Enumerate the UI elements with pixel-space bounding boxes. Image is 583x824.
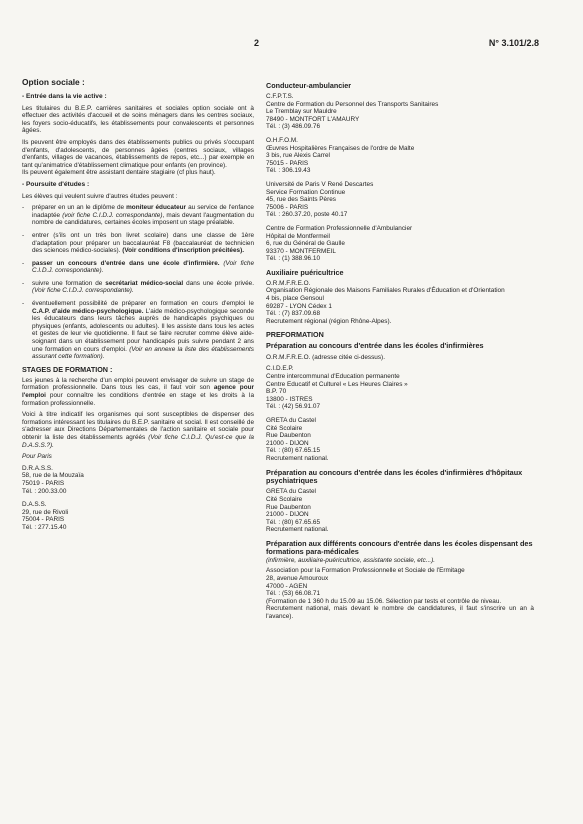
list-item: - éventuellement possibilité de préparer en formation en cours d'emploi le C.A.P. d'aide médico-psychologique. L'aide médico-psychologique seconde les éducateurs dans leurs tâches auprès de handicapés psychiques ou physiques (enfants, adolescents ou adultes). Il les assiste dans tous les actes et gestes de leur vie quotidienne. Il faut se faire recruter comme élève aide-soignant dans un établissement pour handicapés puis suivre pendant 2 ans une formation en cours d'emploi. (Voir en annexe la liste des établissements assurant cette formation). — [22, 300, 254, 361]
ormfreo-reference: O.R.M.F.R.E.O. (adresse citée ci-dessus). — [266, 353, 385, 361]
preformation-heading: PREFORMATION — [266, 330, 324, 340]
address-greta-2: GRETA du Castel Cité Scolaire Rue Daubenton 21000 - DIJON Tél. : (80) 67.65.65 Recrutement national. — [266, 488, 329, 534]
paragraph-stages: Les jeunes à la recherche d'un emploi peuvent envisager de suivre un stage de formation professionnelle. Dans tous les cas, il faut voir son agence pour l'emploi pour connaître les conditions d'entrée en stage et les droits à la formation professionnelle. — [22, 376, 254, 407]
list-item: - préparer en un an le diplôme de moniteur éducateur au service de l'enfance inadaptée (voir fiche C.I.D.J. correspondante), mais devant l'augmentation du nombre de candidatures, certaines écoles imposent un stage préalable. — [22, 204, 254, 227]
prep-psychiatrie-heading: Préparation au concours d'entrée dans les écoles d'infirmières d'hôpitaux psychiatriques — [266, 467, 523, 485]
options-list — [22, 204, 254, 361]
list-item: - passer un concours d'entrée dans une école d'infirmière. (Voir fiche C.I.D.J. correspondante). — [22, 260, 254, 275]
page-number: 2 — [254, 38, 260, 48]
address-universite: Université de Paris V René Descartes Service Formation Continue 45, rue des Saints Pères 75006 - PARIS Tél. : 260.37.20, poste 40.17 — [266, 180, 374, 219]
document-reference: N° 3.101/2.8 — [488, 38, 539, 48]
prep-infirmieres-heading: Préparation au concours d'entrée dans les écoles d'infirmières — [266, 341, 484, 351]
address-drass: D.R.A.S.S. 58, rue de la Mouzaïa 75019 - PARIS Tél. : 200.33.00 — [22, 464, 84, 495]
address-cfpa: Centre de Formation Professionnelle d'Ambulancier Hôpital de Montfermeil 6, rue du Général de Gaulle 93370 - MONTFERMEIL Tél. : (1) 388.96.10 — [266, 224, 413, 263]
conducteur-heading: Conducteur-ambulancier — [266, 81, 352, 90]
option-sociale-heading: Option sociale : — [22, 77, 85, 87]
paragraph-activites: Les titulaires du B.E.P. carrières sanitaires et sociales option sociale ont à effectuer des activités d'accueil et de soins ménagers dans les centres sociaux, les foyers socio-éducatifs, les établissements pour convalescents et personnes âgées. — [22, 104, 254, 135]
paragraph-eleves: Les élèves qui veulent suivre d'autres études peuvent : — [22, 192, 178, 200]
address-ohfom: O.H.F.O.M. Œuvres Hospitalières Françaises de l'ordre de Malte 3 bis, rue Alexis Carrel 75015 - PARIS Tél. : 306.19.43 — [266, 136, 415, 175]
right-column — [266, 78, 534, 621]
auxiliaire-heading: Auxiliaire puéricultrice — [266, 267, 344, 277]
prep-paramedical-subtitle: (infirmière, auxiliaire-puéricultrice, assistante sociale, etc...). — [266, 556, 436, 564]
afpse-note: (Formation de 1 360 h du 15.09 au 15.06. Sélection par tests et contrôle de niveau. Recrutement national, mais devant le nombre de candidatures, il faut s'inscrire un an à l'avance). — [266, 597, 534, 620]
pour-paris-label: Pour Paris — [22, 453, 52, 461]
stages-heading: STAGES DE FORMATION : — [22, 364, 113, 374]
paragraph-emplois: Ils peuvent être employés dans des établissements publics ou privés s'occupant d'enfants, d'adolescents, de personnes âgées (centres sociaux, villages d'enfants, villages de vacances, établissements de repos, etc...) par exemple en tant qu'animatrice d'établissement climatique pour enfants (en province). Ils peuvent également être assistant dentaire stagiaire (cf plus haut). — [22, 138, 254, 177]
prep-paramedical-heading: Préparation aux différents concours d'entrée dans les écoles dispensant des formations para-médicales — [266, 538, 533, 557]
address-afpse: Association pour la Formation Professionnelle et Sociale de l'Ermitage 28, avenue Amouroux 47000 - AGEN Tél. : (53) 66.08.71 — [266, 567, 465, 598]
address-dass: D.A.S.S. 29, rue de Rivoli 75004 - PARIS Tél. : 277.15.40 — [22, 501, 69, 531]
paragraph-organismes: Voici à titre indicatif les organismes qui sont susceptibles de dispenser des formations intéressant les titulaires du B.E.P. sanitaire et social. Il est conseillé de s'adresser aux Directions Départementales de l'action sanitaire et sociale pour obtenir la liste des établissements agréés (Voir fiche C.I.D.J. Qu'est-ce que la D.A.S.S.?). — [22, 411, 254, 449]
vie-active-heading: - Entrée dans la vie active : — [22, 93, 107, 100]
list-item: - suivre une formation de secrétariat médico-social dans une école privée. (Voir fiche C.I.D.J. correspondante). — [22, 280, 254, 295]
list-item: - entrer (s'ils ont un très bon livret scolaire) dans une classe de 1ère d'adaptation pour préparer un baccalauréat F8 (baccalauréat de technicien des sciences médico-sociales). (Voir conditions d'inscription précitées). — [22, 232, 254, 255]
address-cidep: C.I.D.E.P. Centre intercommunal d'Education permanente Centre Educatif et Culturel « Les Heures Claires » B.P. 70 13800 - ISTRES Tél. : (42) 56.91.07 — [266, 365, 408, 411]
address-greta-1: GRETA du Castel Cité Scolaire Rue Daubenton 21000 - DIJON Tél. : (80) 67.65.15 Recrutement national. — [266, 417, 329, 462]
left-column — [22, 78, 254, 538]
address-ormfreo: O.R.M.F.R.E.O. Organisation Régionale des Maisons Familiales Rurales d'Éducation et d'Orientation 4 bis, place Gensoul 69287 - LYON Cédex 1 Tél. : (7) 837.09.68 Recrutement régional (région Rhône-Alpes). — [266, 279, 505, 325]
address-cfpts: C.F.P.T.S. Centre de Formation du Personnel des Transports Sanitaires Le Tremblay sur Mauldre 78490 - MONTFORT L'AMAURY Tél. : (3) 486.09.76 — [266, 93, 439, 131]
poursuite-heading: - Poursuite d'études : — [22, 180, 90, 188]
